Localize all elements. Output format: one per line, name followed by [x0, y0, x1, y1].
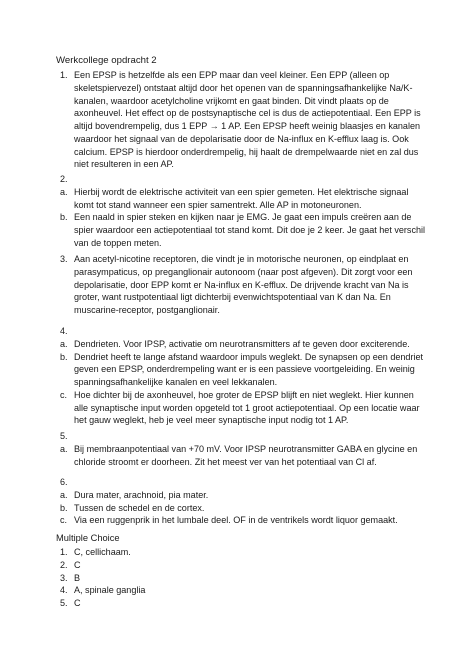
mc-item	[56, 572, 426, 585]
question-4c-answer: Hoe dichter bij de axonheuvel, hoe groter de EPSP blijft en niet weglekt. Hier kunnen alle synaptische input worden opgeteld tot 1 groot actiepotentiaal. Op een locatie waar het gauw weglekt, heb je veel meer synaptische input nodig tot 1 AP.	[74, 389, 420, 426]
mc-item	[56, 597, 426, 610]
question-5	[56, 430, 426, 468]
question-6c-answer: Via een ruggenprik in het lumbale deel. OF in de ventrikels wordt liquor gemaakt.	[74, 515, 398, 526]
mc-item	[56, 584, 426, 597]
question-4c	[56, 389, 426, 427]
question-4a-answer: Dendrieten. Voor IPSP, activatie om neurotransmitters af te geven door exciterende.	[74, 338, 410, 349]
question-4a-marker: a.	[60, 338, 68, 349]
question-4-number: 4.	[60, 326, 68, 336]
mc-item-number: 4.	[60, 585, 68, 596]
multiple-choice-list	[56, 546, 426, 610]
question-4a	[56, 338, 426, 351]
multiple-choice-heading: Multiple Choice	[56, 533, 120, 543]
mc-item-answer: A, spinale ganglia	[74, 585, 146, 596]
document-title: Werkcollege opdracht 2	[56, 55, 157, 66]
question-4c-marker: c.	[60, 389, 68, 400]
mc-item-number: 2.	[60, 559, 68, 570]
mc-item-number: 1.	[60, 547, 68, 557]
question-6a-answer: Dura mater, arachnoid, pia mater.	[74, 489, 209, 500]
question-2	[56, 173, 426, 250]
question-3-number: 3.	[60, 254, 68, 264]
question-2-header	[56, 173, 426, 186]
mc-item	[56, 546, 426, 559]
mc-item-answer: C	[74, 598, 81, 608]
question-6c	[56, 514, 426, 527]
question-2b	[56, 211, 426, 249]
question-1	[56, 69, 426, 171]
question-5a-marker: a.	[60, 443, 68, 454]
question-2a-marker: a.	[60, 186, 68, 197]
question-6b-marker: b.	[60, 502, 68, 513]
question-5-header	[56, 430, 426, 443]
question-6-number: 6.	[60, 477, 68, 487]
question-2a-answer: Hierbij wordt de elektrische activiteit van een spier gemeten. Het elektrische signaal komt tot stand wanneer een spier samentrekt. Alle AP in motoneuronen.	[74, 186, 409, 210]
question-4	[56, 325, 426, 427]
question-1-answer: Een EPSP is hetzelfde als een EPP maar dan veel kleiner. Een EPP (alleen op skeletspiervezel) ontstaat altijd door het openen van de spanningsafhankelijke Na/K-kanalen, waardoor acetylcholine vrijkomt en gaat binden. Dit vindt plaats op de axonheuvel. Het effect op de postsynaptische cel is dus de actiepotentiaal. Een EPP is altijd bovendrempelig, dus 1 EPP → 1 AP. Een EPSP heeft weinig blaasjes en kanalen waardoor het signaal van de depolarisatie door de Na-influx en K-efflux laag is. Ook calcium. EPSP is hierdoor onderdrempelig, hij haalt de drempelwaarde niet en zal dus niet resulteren in een AP.	[74, 70, 421, 170]
question-1-number: 1.	[60, 70, 68, 80]
question-5a-answer: Bij membraanpotentiaal van +70 mV. Voor IPSP neurotransmitter GABA en glycine en chloride stroomt er doorheen. Zit het meest ver van het potentiaal van Cl af.	[74, 443, 418, 467]
question-6	[56, 476, 426, 527]
question-3-answer: Aan acetyl-nicotine receptoren, die vindt je in motorische neuronen, op eindplaat en parasympaticus, op preganglionair autonoom (naar post afgeven). Dit zorgt voor een depolarisatie, door EPP komt er Na-influx en K-efflux. De drijvende kracht van Na is groter, want rustpotentiaal ligt dichterbij evenwichtspotentiaal van K dan Na. En muscarine-receptor, postganglionair.	[74, 254, 413, 315]
question-3-row	[56, 253, 426, 317]
mc-item-answer: C	[74, 559, 81, 570]
question-4b	[56, 351, 426, 389]
question-1-row	[56, 69, 426, 171]
question-6c-marker: c.	[60, 515, 68, 526]
question-6b-answer: Tussen de schedel en de cortex.	[74, 502, 205, 513]
question-4-header	[56, 325, 426, 338]
question-5a	[56, 443, 426, 469]
question-4b-answer: Dendriet heeft te lange afstand waardoor impuls weglekt. De synapsen op een dendriet geven een EPSP, onderdrempeling want er is een passieve voortgeleiding. En weinig spanningsafhankelijke kanalen en veel lekkanalen.	[74, 351, 424, 387]
question-4b-marker: b.	[60, 351, 68, 362]
mc-item-number: 3.	[60, 572, 68, 583]
mc-item-answer: B	[74, 572, 81, 583]
question-2b-marker: b.	[60, 212, 68, 223]
question-6a	[56, 489, 426, 502]
question-6a-marker: a.	[60, 489, 68, 500]
question-6-header	[56, 476, 426, 489]
mc-item	[56, 559, 426, 572]
question-2a	[56, 186, 426, 212]
question-3	[56, 253, 426, 317]
mc-item-number: 5.	[60, 598, 68, 608]
mc-item-answer: C, cellichaam.	[74, 547, 131, 557]
question-6b	[56, 502, 426, 515]
question-2-number: 2.	[60, 174, 68, 184]
question-2b-answer: Een naald in spier steken en kijken naar je EMG. Je gaat een impuls creëren aan de spier waardoor een actiepotentiaal tot stand komt. Dit doe je 2 keer. Je gaat het verschil van de toppen meten.	[74, 212, 426, 248]
question-5-number: 5.	[60, 431, 68, 441]
